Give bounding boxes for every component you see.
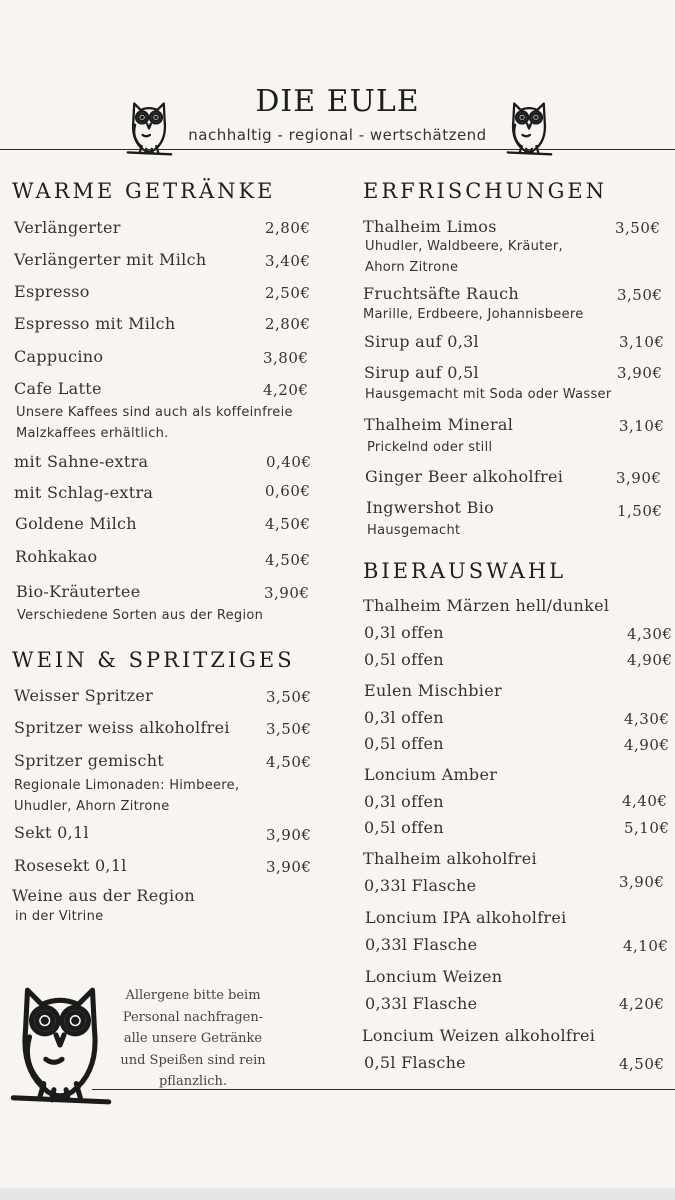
menu-item-price: 3,90€ xyxy=(616,469,662,487)
menu-note: Unsere Kaffees sind auch als koffeinfreie xyxy=(16,405,293,420)
beer-size: 0,3l offen xyxy=(364,623,444,642)
beer-size: 0,33l Flasche xyxy=(365,994,478,1013)
menu-note: Uhudler, Ahorn Zitrone xyxy=(14,799,170,814)
menu-item-price: 0,40€ xyxy=(266,453,312,471)
beer-size: 0,3l offen xyxy=(364,708,444,727)
beer-price: 4,20€ xyxy=(619,995,665,1013)
beer-price: 4,90€ xyxy=(627,651,673,669)
beer-price: 4,30€ xyxy=(624,710,670,728)
section-heading-erfrischungen: ERFRISCHUNGEN xyxy=(363,179,608,203)
allergen-line: alle unsere Getränke xyxy=(123,1031,263,1046)
menu-item-price: 3,90€ xyxy=(266,826,312,844)
allergen-note xyxy=(108,985,278,1093)
allergen-line: und Speißen sind rein xyxy=(120,1052,266,1068)
menu-item-name: Verlängerter xyxy=(14,218,121,237)
menu-item-name: mit Schlag-extra xyxy=(14,483,154,502)
beer-price: 5,10€ xyxy=(624,819,670,837)
allergen-line: Allergene bitte beim xyxy=(125,988,261,1003)
beer-name: Loncium IPA alkoholfrei xyxy=(365,908,567,927)
menu-item-name: Sekt 0,1l xyxy=(14,823,89,842)
menu-item-name: Spritzer weiss alkoholfrei xyxy=(14,718,230,737)
menu-item-name: Cappucino xyxy=(14,347,104,366)
menu-item-name: Sirup auf 0,3l xyxy=(364,332,479,351)
beer-name: Loncium Weizen xyxy=(365,967,503,986)
beer-name: Loncium Weizen alkoholfrei xyxy=(362,1026,596,1045)
menu-item-price: 4,20€ xyxy=(263,381,309,399)
menu-note: Hausgemacht mit Soda oder Wasser xyxy=(365,387,612,402)
menu-item-name: Spritzer gemischt xyxy=(14,751,165,770)
beer-name: Thalheim alkoholfrei xyxy=(363,849,537,868)
allergen-line: pflanzlich. xyxy=(158,1074,228,1089)
header-divider xyxy=(0,149,675,150)
menu-item-price: 3,10€ xyxy=(619,417,665,435)
menu-item-name: Rosesekt 0,1l xyxy=(14,856,127,875)
allergen-line: Personal nachfragen- xyxy=(122,1009,264,1025)
menu-item-name: mit Sahne-extra xyxy=(14,452,149,471)
beer-size: 0,5l Flasche xyxy=(364,1053,466,1072)
page-title: DIE EULE xyxy=(255,84,420,119)
menu-item-name: Verlängerter mit Milch xyxy=(14,250,207,269)
tagline: nachhaltig - regional - wertschätzend xyxy=(188,126,487,144)
menu-item-name: Weine aus der Region xyxy=(12,886,195,905)
menu-item-name: Sirup auf 0,5l xyxy=(364,363,479,382)
menu-item-price: 1,50€ xyxy=(617,502,663,520)
beer-size: 0,33l Flasche xyxy=(365,935,478,954)
menu-item-price: 3,50€ xyxy=(617,286,663,304)
menu-note: Verschiedene Sorten aus der Region xyxy=(17,608,264,623)
menu-item-name: Rohkakao xyxy=(15,547,98,566)
menu-item-price: 2,50€ xyxy=(265,284,311,302)
section-heading-wein: WEIN & SPRITZIGES xyxy=(12,648,295,672)
footer-divider xyxy=(92,1089,675,1090)
menu-item-price: 2,80€ xyxy=(265,219,311,237)
menu-item-price: 3,50€ xyxy=(615,219,661,237)
menu-item-price: 3,80€ xyxy=(263,349,309,367)
beer-name: Eulen Mischbier xyxy=(364,681,502,700)
menu-item-name: Espresso mit Milch xyxy=(14,314,176,333)
menu-note: Malzkaffees erhältlich. xyxy=(16,426,169,441)
menu-item-name: Espresso xyxy=(14,282,90,301)
beer-size: 0,5l offen xyxy=(364,734,444,753)
menu-item-price: 4,50€ xyxy=(266,753,312,771)
menu-item-price: 3,90€ xyxy=(264,584,310,602)
beer-name: Thalheim Märzen hell/dunkel xyxy=(363,596,610,615)
menu-item-name: Goldene Milch xyxy=(15,514,137,533)
menu-item-price: 3,90€ xyxy=(266,858,312,876)
menu-item-name: Fruchtsäfte Rauch xyxy=(363,284,520,303)
menu-item-name: Bio-Kräutertee xyxy=(16,582,141,601)
menu-note: Marille, Erdbeere, Johannisbeere xyxy=(363,307,584,322)
owl-icon xyxy=(6,978,114,1110)
beer-size: 0,3l offen xyxy=(364,792,444,811)
menu-item-name: Weisser Spritzer xyxy=(14,686,154,705)
menu-item-price: 3,90€ xyxy=(617,364,663,382)
menu-note: Uhudler, Waldbeere, Kräuter, xyxy=(365,239,563,254)
menu-note: Regionale Limonaden: Himbeere, xyxy=(14,778,240,793)
menu-item-price: 3,40€ xyxy=(265,252,311,270)
menu-item-price: 3,50€ xyxy=(266,720,312,738)
menu-note: Prickelnd oder still xyxy=(367,440,493,455)
menu-note: Hausgemacht xyxy=(367,523,461,538)
menu-item-name: Thalheim Limos xyxy=(363,217,497,236)
menu-item-name: Ingwershot Bio xyxy=(366,498,495,517)
beer-price: 4,10€ xyxy=(623,937,669,955)
beer-size: 0,5l offen xyxy=(364,818,444,837)
menu-item-price: 3,50€ xyxy=(266,688,312,706)
menu-item-price: 4,50€ xyxy=(265,515,311,533)
beer-size: 0,33l Flasche xyxy=(364,876,477,895)
beer-price: 4,50€ xyxy=(619,1055,665,1073)
menu-item-price: 4,50€ xyxy=(265,551,311,569)
beer-price: 3,90€ xyxy=(619,873,665,891)
beer-price: 4,90€ xyxy=(624,736,670,754)
menu-item-price: 0,60€ xyxy=(265,482,311,500)
section-heading-warme-getraenke: WARME GETRÄNKE xyxy=(12,179,276,203)
bottom-bar xyxy=(0,1188,675,1200)
menu-item-name: Ginger Beer alkoholfrei xyxy=(365,467,564,486)
beer-price: 4,30€ xyxy=(627,625,673,643)
beer-price: 4,40€ xyxy=(622,792,668,810)
menu-item-name: Cafe Latte xyxy=(14,379,102,398)
beer-name: Loncium Amber xyxy=(364,765,498,784)
menu-note: Ahorn Zitrone xyxy=(365,260,459,275)
menu-note: in der Vitrine xyxy=(15,909,104,924)
menu-item-name: Thalheim Mineral xyxy=(364,415,514,434)
menu-item-price: 2,80€ xyxy=(265,315,311,333)
beer-size: 0,5l offen xyxy=(364,650,444,669)
menu-item-price: 3,10€ xyxy=(619,333,665,351)
section-heading-bierauswahl: BIERAUSWAHL xyxy=(363,559,567,583)
